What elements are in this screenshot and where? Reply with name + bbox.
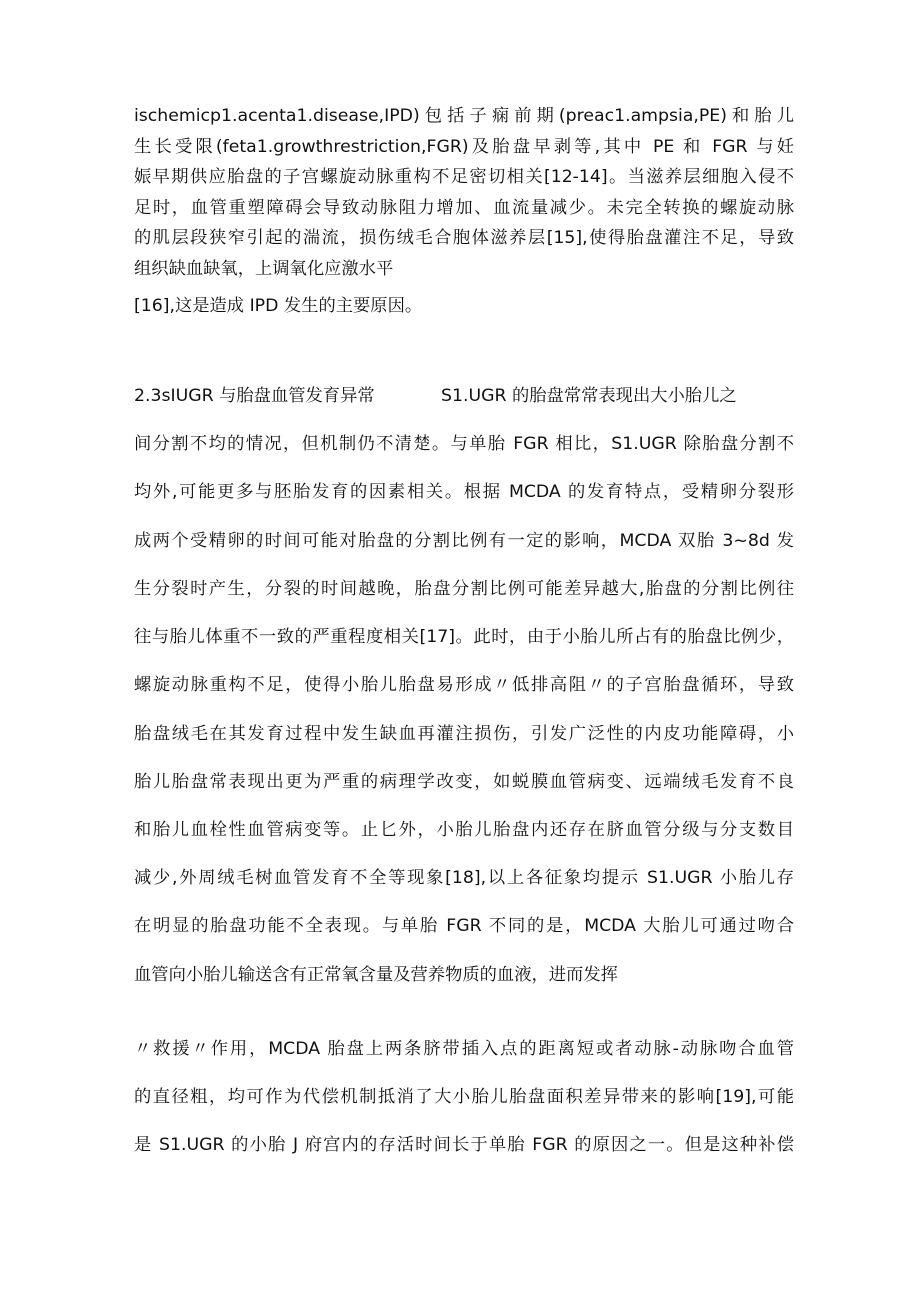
text-line: 在明显的胎盘功能不全表现。与单胎 FGR 不同的是，MCDA 大胎儿可通过吻合: [134, 916, 794, 936]
text-line: 螺旋动脉重构不足，使得小胎儿胎盘易形成〃低排高阻〃的子宫胎盘循环，导致: [134, 675, 794, 695]
text-line: 往与胎儿体重不一致的严重程度相关[17]。此时，由于小胎儿所占有的胎盘比例少，: [134, 627, 794, 647]
text-line: 胎儿胎盘常表现出更为严重的病理学改变，如蜕膜血管病变、远端绒毛发育不良: [134, 772, 794, 792]
text-line: 均外,可能更多与胚胎发育的因素相关。根据 MCDA 的发育特点，受精卵分裂形: [134, 482, 794, 502]
text-line: 组织缺血缺氧，上调氧化应激水平: [134, 259, 394, 279]
text-line: 的直径粗，均可作为代偿机制抵消了大小胎儿胎盘面积差异带来的影响[19],可能: [134, 1087, 794, 1107]
section-lead-text: S1.UGR 的胎盘常常表现出大小胎儿之: [441, 386, 737, 406]
text-line: 胎盘绒毛在其发育过程中发生缺血再灌注损伤，引发广泛性的内皮功能障碍，小: [134, 724, 794, 744]
text-line: 减少,外周绒毛树血管发育不全等现象[18],以上各征象均提示 S1.UGR 小胎儿存: [134, 868, 794, 888]
text-line: 娠早期供应胎盘的子宫螺旋动脉重构不足密切相关[12-14]。当滋养层细胞入侵不: [134, 167, 794, 187]
text-line: ischemicp1.acenta1.disease,IPD)包括子痫前期(preac1.ampsia,PE)和胎儿: [134, 106, 794, 126]
text-line: 生长受限(feta1.growthrestriction,FGR)及胎盘早剥等,其中 PE 和 FGR 与妊: [134, 137, 794, 157]
section-title: 2.3sIUGR 与胎盘血管发育异常: [134, 386, 375, 406]
text-line: 是 S1.UGR 的小胎 J 府宫内的存活时间长于单胎 FGR 的原因之一。但是这种补偿: [134, 1135, 794, 1155]
text-line: 生分裂时产生，分裂的时间越晚，胎盘分割比例可能差异越大,胎盘的分割比例往: [134, 579, 794, 599]
text-line: 的肌层段狭窄引起的湍流，损伤绒毛合胞体滋养层[15],使得胎盘灌注不足，导致: [134, 228, 794, 248]
text-line: 和胎儿血栓性血管病变等。止匕外，小胎儿胎盘内还存在脐血管分级与分支数目: [134, 820, 794, 840]
text-line: 成两个受精卵的时间可能对胎盘的分割比例有一定的影响，MCDA 双胎 3~8d 发: [134, 531, 794, 551]
text-line: [16],这是造成 IPD 发生的主要原因。: [134, 296, 423, 316]
text-line: 血管向小胎儿输送含有正常氧含量及营养物质的血液，进而发挥: [134, 965, 618, 985]
text-line: 〃救援〃作用，MCDA 胎盘上两条脐带插入点的距离短或者动脉-动脉吻合血管: [134, 1039, 794, 1059]
text-line: 足时，血管重塑障碍会导致动脉阻力增加、血流量减少。未完全转换的螺旋动脉: [134, 198, 794, 218]
text-line: 间分割不均的情况，但机制仍不清楚。与单胎 FGR 相比，S1.UGR 除胎盘分割不: [134, 434, 794, 454]
